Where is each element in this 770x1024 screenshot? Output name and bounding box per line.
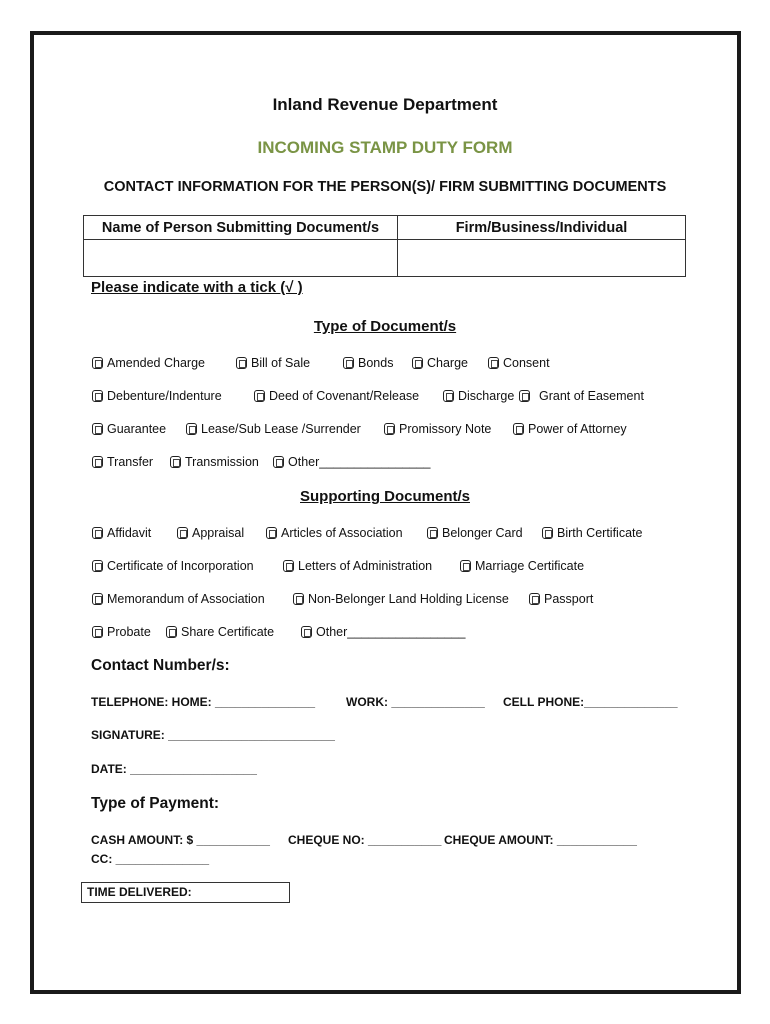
support-doc-row [0,526,770,542]
option-label: Power of Attorney [528,422,627,436]
option-label: Articles of Association [281,526,403,540]
checkbox-option[interactable] [170,455,259,469]
checkbox-option[interactable] [542,526,642,540]
checkbox-option[interactable] [166,625,274,639]
checkbox-icon[interactable] [427,527,438,539]
checkbox-option[interactable] [92,455,153,469]
option-label: Belonger Card [442,526,523,540]
submitter-name-field[interactable] [84,240,398,277]
option-label: Other_________________ [316,625,466,639]
option-label: Deed of Covenant/Release [269,389,420,403]
date-field[interactable]: DATE: ___________________ [91,762,257,776]
home-phone-field[interactable]: TELEPHONE: HOME: _______________ [91,695,316,709]
checkbox-option[interactable] [427,526,523,540]
checkbox-option[interactable] [460,559,584,573]
checkbox-icon[interactable] [92,560,103,572]
checkbox-icon[interactable] [92,527,103,539]
option-label: Lease/Sub Lease /Surrender [201,422,361,436]
checkbox-icon[interactable] [236,357,247,369]
checkbox-icon[interactable] [186,423,197,435]
signature-field[interactable]: SIGNATURE: _________________________ [91,728,335,742]
option-label: Appraisal [192,526,245,540]
checkbox-option[interactable] [266,526,403,540]
checkbox-option[interactable] [488,356,550,370]
checkbox-option[interactable] [301,625,465,639]
checkbox-icon[interactable] [177,527,188,539]
checkbox-icon[interactable] [92,357,103,369]
submitter-name-header: Name of Person Submitting Document/s [84,216,398,240]
submitter-table [83,215,686,277]
checkbox-icon[interactable] [293,593,304,605]
checkbox-option[interactable] [513,422,627,436]
option-label: Transfer [107,455,154,469]
checkbox-option[interactable] [236,356,310,370]
support-doc-row [0,592,770,608]
checkbox-option[interactable] [529,592,593,606]
checkbox-option[interactable] [92,625,151,639]
option-label: Other________________ [288,455,431,469]
checkbox-option[interactable] [254,389,419,403]
department-title: Inland Revenue Department [272,95,498,114]
option-label: Affidavit [107,526,152,540]
checkbox-option[interactable] [92,356,205,370]
option-label: Debenture/Indenture [107,389,222,403]
checkbox-icon[interactable] [92,423,103,435]
option-label: Marriage Certificate [475,559,585,573]
checkbox-option[interactable] [92,559,254,573]
option-label: Share Certificate [181,625,275,639]
checkbox-icon[interactable] [273,456,284,468]
checkbox-option[interactable] [273,455,431,469]
option-label: Discharge [458,389,515,403]
checkbox-icon[interactable] [513,423,524,435]
checkbox-option[interactable] [92,592,265,606]
option-label: Passport [544,592,594,606]
time-delivered-label: TIME DELIVERED: [87,885,192,899]
checkbox-option[interactable] [519,389,644,403]
work-phone-field[interactable]: WORK: ______________ [346,695,485,709]
cell-phone-field[interactable]: CELL PHONE:______________ [503,695,678,709]
checkbox-icon[interactable] [529,593,540,605]
checkbox-icon[interactable] [488,357,499,369]
option-label: Memorandum of Association [107,592,265,606]
option-label: Certificate of Incorporation [107,559,254,573]
option-label: Amended Charge [107,356,205,370]
checkbox-icon[interactable] [283,560,294,572]
cheque-number-field[interactable]: CHEQUE NO: ___________ [288,833,442,847]
firm-field[interactable] [398,240,686,277]
checkbox-option[interactable] [92,422,166,436]
cash-amount-field[interactable]: CASH AMOUNT: $ ___________ [91,833,270,847]
checkbox-option[interactable] [283,559,432,573]
checkbox-icon[interactable] [460,560,471,572]
checkbox-option[interactable] [384,422,491,436]
checkbox-icon[interactable] [92,456,103,468]
option-label: Grant of Easement [539,389,644,403]
option-label: Birth Certificate [557,526,643,540]
checkbox-option[interactable] [92,526,151,540]
firm-header: Firm/Business/Individual [398,216,686,240]
checkbox-icon[interactable] [542,527,553,539]
option-label: Consent [503,356,550,370]
option-label: Guarantee [107,422,167,436]
tick-instruction: Please indicate with a tick (√ ) [91,279,303,296]
doc-type-row [0,455,770,471]
checkbox-icon[interactable] [443,390,454,402]
checkbox-option[interactable] [443,389,514,403]
checkbox-icon[interactable] [92,626,103,638]
checkbox-icon[interactable] [92,390,103,402]
checkbox-icon[interactable] [343,357,354,369]
checkbox-option[interactable] [177,526,244,540]
checkbox-option[interactable] [343,356,393,370]
cheque-amount-field[interactable]: CHEQUE AMOUNT: ____________ [444,833,637,847]
checkbox-icon[interactable] [384,423,395,435]
checkbox-icon[interactable] [254,390,265,402]
time-delivered-box[interactable] [81,882,290,903]
option-label: Probate [107,625,151,639]
support-doc-row [0,625,770,641]
option-label: Letters of Administration [298,559,433,573]
checkbox-option[interactable] [186,422,361,436]
doc-type-row [0,389,770,405]
support-doc-row [0,559,770,575]
option-label: Promissory Note [399,422,492,436]
option-label: Charge [427,356,468,370]
checkbox-option[interactable] [293,592,509,606]
doc-type-row [0,356,770,372]
option-label: Bill of Sale [251,356,311,370]
checkbox-icon[interactable] [92,593,103,605]
checkbox-icon[interactable] [266,527,277,539]
type-of-payment-heading: Type of Payment: [91,795,220,812]
checkbox-option[interactable] [412,356,468,370]
cc-field[interactable]: CC: ______________ [91,852,210,866]
contact-numbers-heading: Contact Number/s: [91,657,230,674]
checkbox-icon[interactable] [519,390,530,402]
checkbox-icon[interactable] [412,357,423,369]
contact-heading: CONTACT INFORMATION FOR THE PERSON(S)/ FIRM SUBMITTING DOCUMENTS [103,179,667,195]
checkbox-icon[interactable] [166,626,177,638]
checkbox-icon[interactable] [301,626,312,638]
type-of-documents-heading: Type of Document/s [313,318,457,335]
page-border [30,31,741,994]
option-label: Transmission [185,455,259,469]
option-label: Non-Belonger Land Holding License [308,592,509,606]
checkbox-option[interactable] [92,389,222,403]
doc-type-row [0,422,770,438]
checkbox-icon[interactable] [170,456,181,468]
form-title: INCOMING STAMP DUTY FORM [257,138,513,157]
option-label: Bonds [358,356,394,370]
supporting-documents-heading: Supporting Document/s [300,488,470,505]
